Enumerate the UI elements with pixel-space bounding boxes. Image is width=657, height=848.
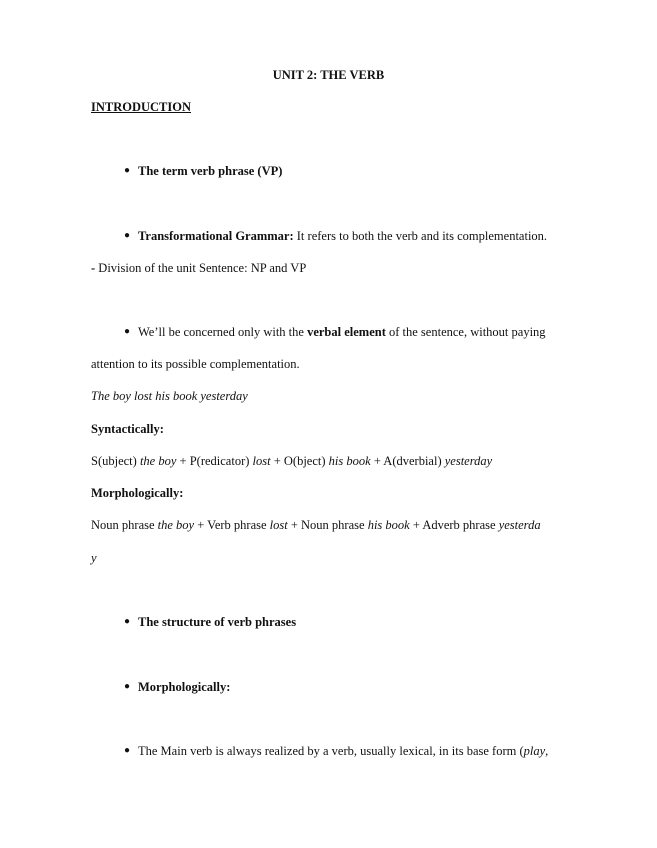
- bullet-text: We’ll be concerned only with the verbal element of the sentence, without paying: [138, 325, 546, 339]
- intro-heading: INTRODUCTION: [91, 100, 192, 114]
- bullet-icon: ●: [124, 230, 131, 241]
- syntactic-analysis: S(ubject) the boy + P(redicator) lost + O(bject) his book + A(dverbial) yesterday: [91, 454, 493, 468]
- morphologically-heading: Morphologically:: [91, 486, 184, 500]
- bullet3-continuation: attention to its possible complementation.: [91, 357, 300, 371]
- bullet-icon: ●: [124, 326, 131, 337]
- bullet-text: Transformational Grammar: It refers to both the verb and its complementation.: [138, 229, 548, 243]
- page-title: UNIT 2: THE VERB: [272, 68, 385, 82]
- bullet-text: Morphologically:: [138, 680, 231, 694]
- example-sentence: The boy lost his book yesterday: [91, 389, 248, 403]
- bullet-icon: ●: [124, 745, 131, 756]
- bullet-icon: ●: [124, 616, 131, 627]
- bullet-icon: ●: [124, 165, 131, 176]
- morphological-analysis: Noun phrase the boy + Verb phrase lost + Noun phrase his book + Adverb phrase yesterda: [91, 518, 541, 532]
- bullet-text: The Main verb is always realized by a verb, usually lexical, in its base form (play,: [138, 744, 549, 758]
- bullet-text: The term verb phrase (VP): [138, 164, 283, 178]
- division-line: - Division of the unit Sentence: NP and VP: [91, 261, 307, 275]
- bullet-text: The structure of verb phrases: [138, 615, 297, 629]
- syntactically-heading: Syntactically:: [91, 422, 164, 436]
- morphological-wrap: y: [91, 551, 97, 565]
- bullet-icon: ●: [124, 681, 131, 692]
